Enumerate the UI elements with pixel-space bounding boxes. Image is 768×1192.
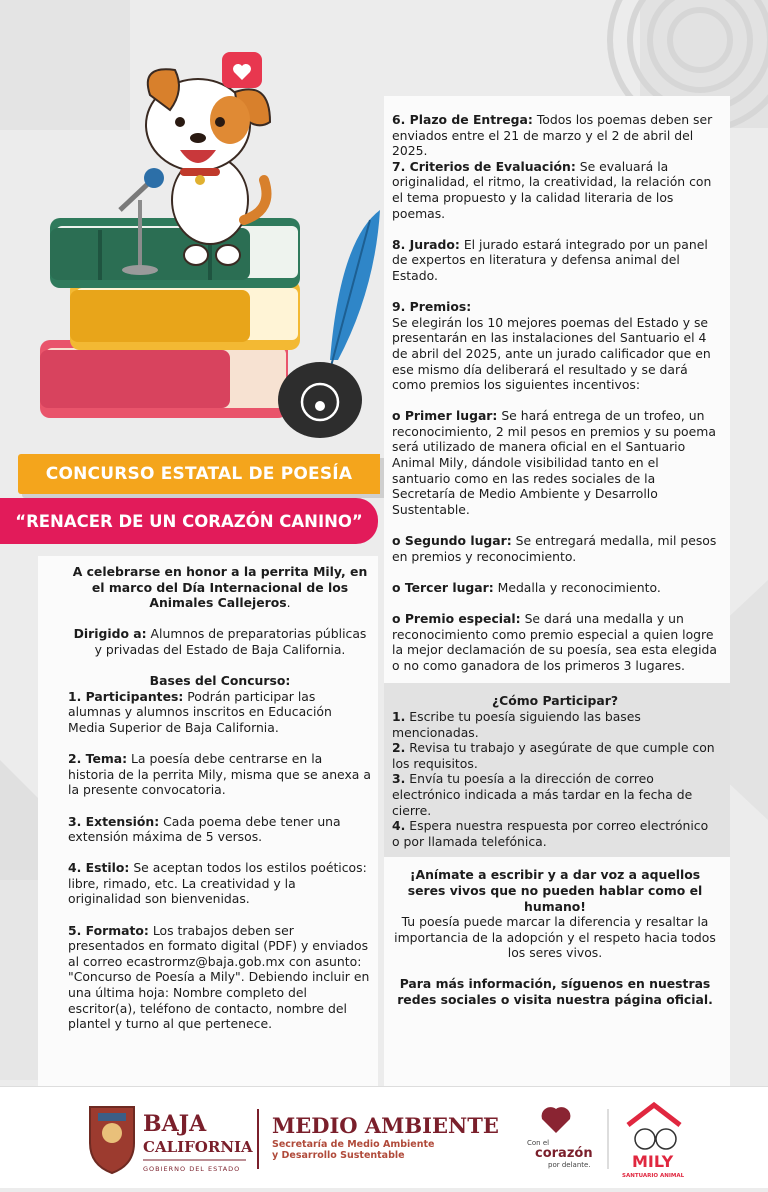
rule-estilo: 4. Estilo: Se aceptan todos los estilos poéticos: libre, rimado, etc. La creatividad y la originalidad son bienvenidas. [68, 860, 367, 907]
contest-subtitle: “RENACER DE UN CORAZÓN CANINO” [15, 511, 363, 531]
howto-step: 3. Envía tu poesía a la dirección de correo electrónico indicada a más tardar en la fecha de cierre. [392, 771, 693, 818]
prize-third: o Tercer lugar: Medalla y reconocimiento. [392, 579, 661, 595]
rule-extension: 3. Extensión: Cada poema debe tener una extensión máxima de 5 versos. [68, 813, 341, 845]
rule-formato: 5. Formato: Los trabajos deben ser presentados en formato digital (PDF) y enviados al correo ecastrormz@baja.gob.mx con asunto: "Concurso de Poesía a Mily". Debiendo incluir en una última hoja: Nombre completo del escritor(a), teléfono de contacto, nombre del plantel y turno al que pertenece. [68, 922, 370, 1032]
contest-title: CONCURSO ESTATAL DE POESÍA [45, 464, 353, 484]
mily-sanctuary-icon [628, 1105, 680, 1149]
contest-subtitle-banner [0, 498, 378, 544]
rule-participantes: 1. Participantes: Podrán participar las alumnas y alumnos inscritos en Educación Media Superior de Baja California. [68, 688, 332, 735]
bases-heading: Bases del Concurso: [149, 673, 291, 689]
mily-title: MILY [632, 1152, 674, 1171]
cc-line2: corazón [535, 1146, 593, 1161]
left-content-panel [38, 556, 378, 1086]
footer-logos [0, 1086, 768, 1188]
ma-sub1: Secretaría de Medio Ambiente [272, 1139, 435, 1150]
bc-line3: GOBIERNO DEL ESTADO [143, 1165, 241, 1173]
closing-text: Tu poesía puede marcar la diferencia y resaltar la importancia de la adopción y el respeto hacia todos los seres vivos. [394, 914, 716, 961]
contest-title-banner [18, 454, 380, 494]
howto-step: 4. Espera nuestra respuesta por correo electrónico o por llamada telefónica. [392, 818, 709, 849]
prizes-intro: Se elegirán los 10 mejores poemas del Estado y se presentarán en las instalaciones del Santuario el 4 de abril del 2025, ante un jurado calificador que en ese mismo día deliberará el resultado y se dará como premios los siguientes incentivos: [392, 314, 711, 393]
prize-second: o Segundo lugar: Se entregará medalla, mil pesos en premios y reconocimiento. [392, 533, 717, 564]
bc-line1: BAJA [143, 1111, 207, 1137]
prize-special: o Premio especial: Se dará una medalla y un reconocimiento como premio especial a quien logre la mejor declamación de su poesía, sea esta elegida o no como ganadora de los primeros 3 lugares. [392, 611, 717, 673]
rule-criterios: 7. Criterios de Evaluación: Se evaluará la originalidad, el ritmo, la creatividad, la relación con el tema propuesto y la calidad literaria de los poemas. [392, 158, 712, 221]
rule-plazo: 6. Plazo de Entrega: Todos los poemas deben ser enviados entre el 21 de marzo y el 2 de abril del 2025. [392, 112, 713, 159]
illustration-dog-books [30, 40, 380, 450]
prize-first: o Primer lugar: Se hará entrega de un trofeo, un reconocimiento, 2 mil pesos en premios y su poema será utilizado de manera oficial en el Santuario Animal Mily, dándole visibilidad tanto en el santuario como en las redes sociales de la Secretaría de Medio Ambiente y Desarrollo Sustentable. [392, 408, 716, 517]
more-info: Para más información, síguenos en nuestras redes sociales o visita nuestra página oficial. [397, 976, 713, 1008]
intro-paragraph: A celebrarse en honor a la perrita Mily, en el marco del Día Internacional de los Animales Callejeros. [72, 564, 368, 611]
how-to-participate-box [384, 683, 730, 857]
mily-sub: SANTUARIO ANIMAL [622, 1173, 685, 1179]
book-stack-icon [40, 218, 300, 418]
ma-sub2: y Desarrollo Sustentable [272, 1150, 405, 1161]
prizes-heading: 9. Premios: [392, 299, 472, 315]
baja-california-shield-icon [90, 1107, 134, 1173]
closing-callout: ¡Anímate a escribir y a dar voz a aquellos seres vivos que no pueden hablar como el humano! [407, 867, 703, 914]
right-content-panel [384, 96, 730, 1086]
howto-step: 2. Revisa tu trabajo y asegúrate de que cumple con los requisitos. [392, 740, 715, 771]
corazon-heart-icon [542, 1107, 571, 1133]
cc-line1: Con el [527, 1139, 550, 1147]
heart-bubble-icon [222, 52, 262, 88]
howto-heading: ¿Cómo Participar? [491, 693, 619, 709]
ma-title: MEDIO AMBIENTE [272, 1113, 499, 1138]
rule-tema: 2. Tema: La poesía debe centrarse en la historia de la perrita Mily, misma que se anexa a la presente convocatoria. [68, 751, 371, 798]
howto-step: 1. Escribe tu poesía siguiendo las bases mencionadas. [392, 708, 641, 740]
footer-logo-strip [0, 1087, 768, 1188]
bc-line2: CALIFORNIA [143, 1138, 253, 1156]
cc-line3: por delante. [548, 1161, 591, 1169]
rule-jurado: 8. Jurado: El jurado estará integrado por un panel de expertos en literatura y defensa animal del Estado. [392, 236, 708, 283]
audience-paragraph: Dirigido a: Alumnos de preparatorias públicas y privadas del Estado de Baja California. [73, 626, 367, 657]
